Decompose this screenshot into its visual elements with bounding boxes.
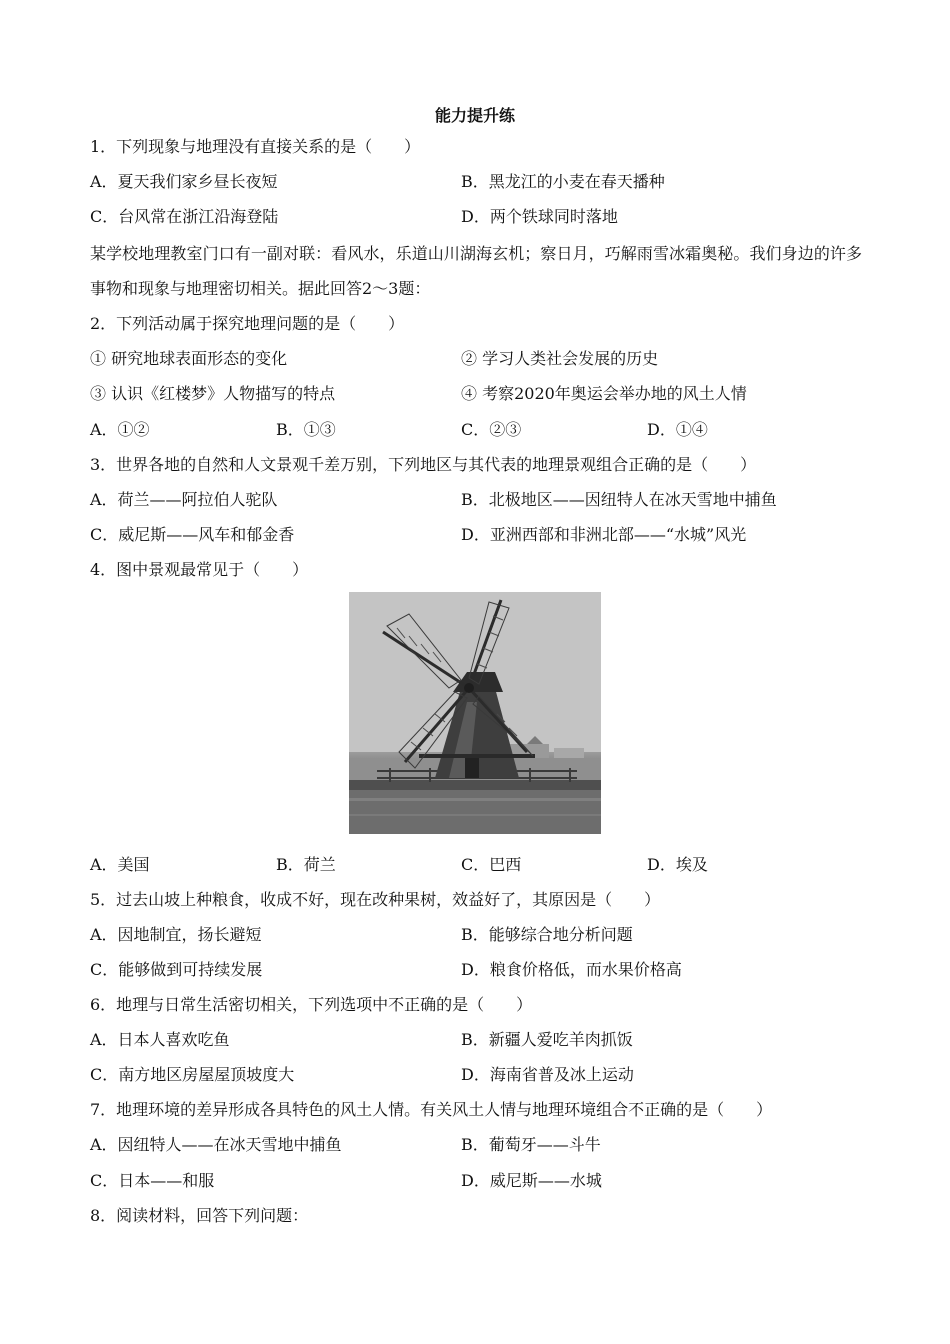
q6-stem: 6．地理与日常生活密切相关，下列选项中不正确的是（ ）	[90, 995, 533, 1014]
q2-option-c: C．②③	[461, 420, 522, 439]
q1-option-b: B．黑龙江的小麦在春天播种	[461, 172, 665, 191]
q1-stem: 1．下列现象与地理没有直接关系的是（ ）	[90, 137, 421, 156]
reading-passage: 某学校地理教室门口有一副对联：看风水，乐道山川湖海玄机；察日月，巧解雨雪冰霜奥秘。我们身边的许多事物和现象与地理密切相关。据此回答2～3题：	[90, 244, 862, 298]
q2-stem: 2．下列活动属于探究地理问题的是（ ）	[90, 314, 405, 333]
q2-item-1: ① 研究地球表面形态的变化	[90, 349, 288, 368]
q2-option-b: B．①③	[276, 420, 336, 439]
q5-option-b: B．能够综合地分析问题	[461, 925, 633, 944]
q3-option-b: B．北极地区——因纽特人在冰天雪地中捕鱼	[461, 490, 777, 509]
q6-option-a: A．日本人喜欢吃鱼	[90, 1030, 230, 1049]
q2-item-4: ④ 考察2020年奥运会举办地的风土人情	[461, 384, 747, 403]
q4-option-a: A．美国	[90, 855, 150, 874]
q8-stem: 8．阅读材料，回答下列问题：	[90, 1206, 309, 1225]
q7-option-d: D．威尼斯——水城	[461, 1171, 602, 1190]
q7-stem: 7．地理环境的差异形成各具特色的风土人情。有关风土人情与地理环境组合不正确的是（ ）	[90, 1100, 773, 1119]
q2-item-3: ③ 认识《红楼梦》人物描写的特点	[90, 384, 336, 403]
q7-option-b: B．葡萄牙——斗牛	[461, 1135, 601, 1154]
q3-option-a: A．荷兰——阿拉伯人驼队	[90, 490, 278, 509]
q1-option-d: D．两个铁球同时落地	[461, 207, 618, 226]
q5-option-c: C．能够做到可持续发展	[90, 960, 263, 979]
q1-option-a: A．夏天我们家乡昼长夜短	[90, 172, 278, 191]
q2-option-d: D．①④	[647, 420, 708, 439]
q1-option-c: C．台风常在浙江沿海登陆	[90, 207, 279, 226]
q4-option-d: D．埃及	[647, 855, 708, 874]
q6-option-c: C．南方地区房屋屋顶坡度大	[90, 1065, 295, 1084]
q4-option-b: B．荷兰	[276, 855, 336, 874]
q4-option-c: C．巴西	[461, 855, 522, 874]
q5-option-a: A．因地制宜，扬长避短	[90, 925, 262, 944]
windmill-illustration	[349, 592, 601, 834]
q6-option-b: B．新疆人爱吃羊肉抓饭	[461, 1030, 633, 1049]
q3-option-d: D．亚洲西部和非洲北部——“水城”风光	[461, 525, 747, 544]
windmill-photo	[349, 592, 601, 834]
q5-option-d: D．粮食价格低，而水果价格高	[461, 960, 682, 979]
page-title: 能力提升练	[434, 106, 515, 125]
q2-item-2: ② 学习人类社会发展的历史	[461, 349, 659, 368]
q6-option-d: D．海南省普及冰上运动	[461, 1065, 634, 1084]
q4-stem: 4．图中景观最常见于（ ）	[90, 560, 309, 579]
q7-option-a: A．因纽特人——在冰天雪地中捕鱼	[90, 1135, 342, 1154]
q3-option-c: C．威尼斯——风车和郁金香	[90, 525, 295, 544]
q3-stem: 3．世界各地的自然和人文景观千差万别，下列地区与其代表的地理景观组合正确的是（ ）	[90, 455, 757, 474]
q7-option-c: C．日本——和服	[90, 1171, 215, 1190]
q2-option-a: A．①②	[90, 420, 150, 439]
q5-stem: 5．过去山坡上种粮食，收成不好，现在改种果树，效益好了，其原因是（ ）	[90, 890, 661, 909]
